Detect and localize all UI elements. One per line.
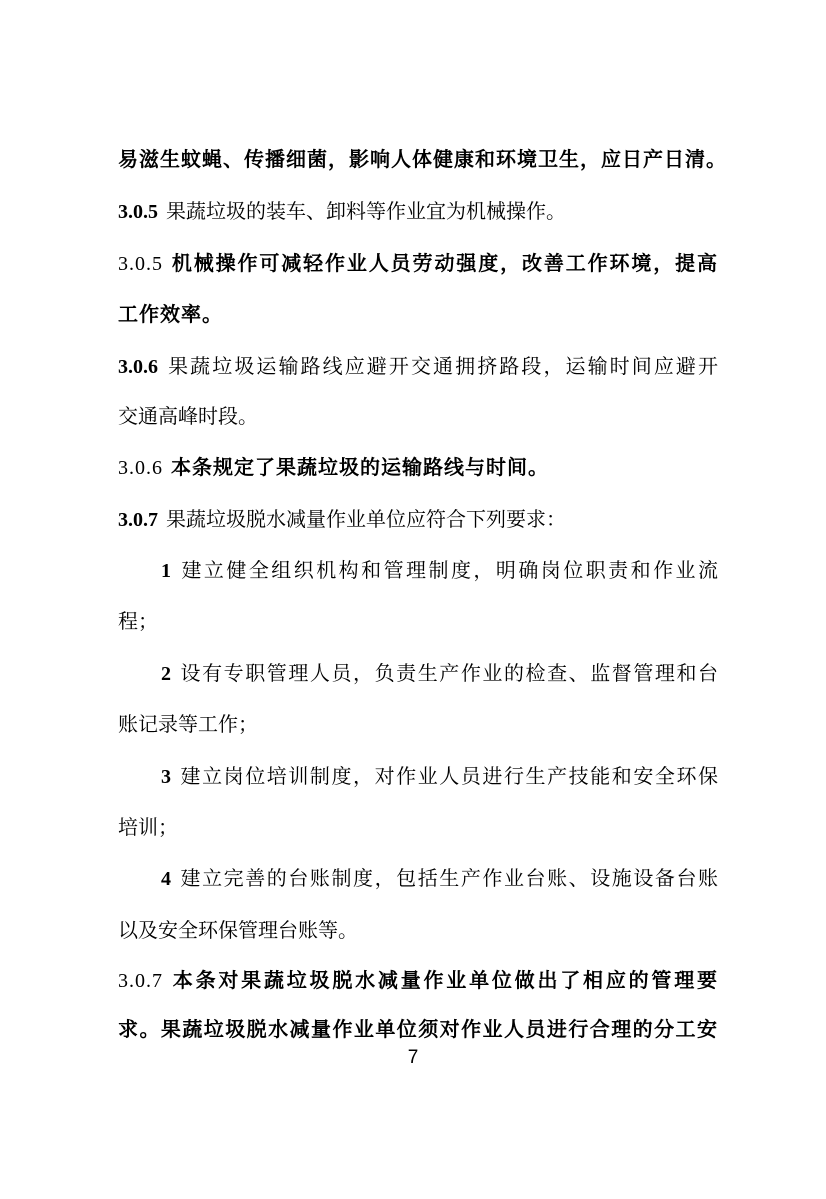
list-item-number: 2 xyxy=(161,663,171,685)
line-text: 机械操作可减轻作业人员劳动强度，改善工作环境，提高 xyxy=(171,251,718,275)
clause-number: 3.0.7 xyxy=(118,509,158,531)
explanation-line xyxy=(118,453,549,482)
explanation-line xyxy=(118,966,718,995)
line-text: 建立完善的台账制度，包括生产作业台账、设施设备台账 xyxy=(179,866,718,890)
list-item-number: 1 xyxy=(161,560,171,582)
list-item xyxy=(161,864,718,893)
list-item xyxy=(161,659,718,688)
list-item-continuation xyxy=(118,916,358,944)
list-item xyxy=(161,762,718,791)
page-number: 7 xyxy=(407,1047,419,1068)
line-text: 工作效率。 xyxy=(118,302,223,326)
line-text: 果蔬垃圾脱水减量作业单位应符合下列要求： xyxy=(166,507,566,531)
line-text: 设有专职管理人员，负责生产作业的检查、监督管理和台 xyxy=(179,661,718,685)
line-text: 培训； xyxy=(118,815,178,839)
explanation-line xyxy=(118,300,223,328)
explanation-line xyxy=(118,1015,718,1043)
list-item-continuation xyxy=(118,813,178,841)
line-text: 交通高峰时段。 xyxy=(118,404,258,428)
line-text: 易滋生蚊蝇、传播细菌，影响人体健康和环境卫生，应日产日清。 xyxy=(118,147,727,171)
clause-number: 3.0.6 xyxy=(118,457,163,479)
clause-line xyxy=(118,197,566,226)
line-text: 程； xyxy=(118,609,158,633)
text-line xyxy=(118,145,727,173)
clause-number: 3.0.6 xyxy=(118,356,158,378)
clause-line xyxy=(118,402,258,430)
clause-number: 3.0.5 xyxy=(118,253,163,275)
line-text: 本条对果蔬垃圾脱水减量作业单位做出了相应的管理要 xyxy=(171,968,718,992)
line-text: 建立岗位培训制度，对作业人员进行生产技能和安全环保 xyxy=(179,764,718,788)
clause-line xyxy=(118,505,566,534)
list-item-number: 4 xyxy=(161,868,171,890)
line-text: 本条规定了果蔬垃圾的运输路线与时间。 xyxy=(171,455,549,479)
line-text: 账记录等工作； xyxy=(118,712,258,736)
line-text: 以及安全环保管理台账等。 xyxy=(118,918,358,942)
explanation-line xyxy=(118,249,718,278)
list-item-continuation xyxy=(118,710,258,738)
clause-line xyxy=(118,352,718,381)
line-text: 建立健全组织机构和管理制度，明确岗位职责和作业流 xyxy=(179,558,718,582)
clause-number: 3.0.5 xyxy=(118,201,158,223)
list-item xyxy=(161,556,718,585)
line-text: 果蔬垃圾运输路线应避开交通拥挤路段，运输时间应避开 xyxy=(166,354,718,378)
clause-number: 3.0.7 xyxy=(118,970,163,992)
line-text: 求。果蔬垃圾脱水减量作业单位须对作业人员进行合理的分工安 xyxy=(118,1017,718,1041)
list-item-continuation xyxy=(118,607,158,635)
list-item-number: 3 xyxy=(161,766,171,788)
line-text: 果蔬垃圾的装车、卸料等作业宜为机械操作。 xyxy=(166,199,566,223)
